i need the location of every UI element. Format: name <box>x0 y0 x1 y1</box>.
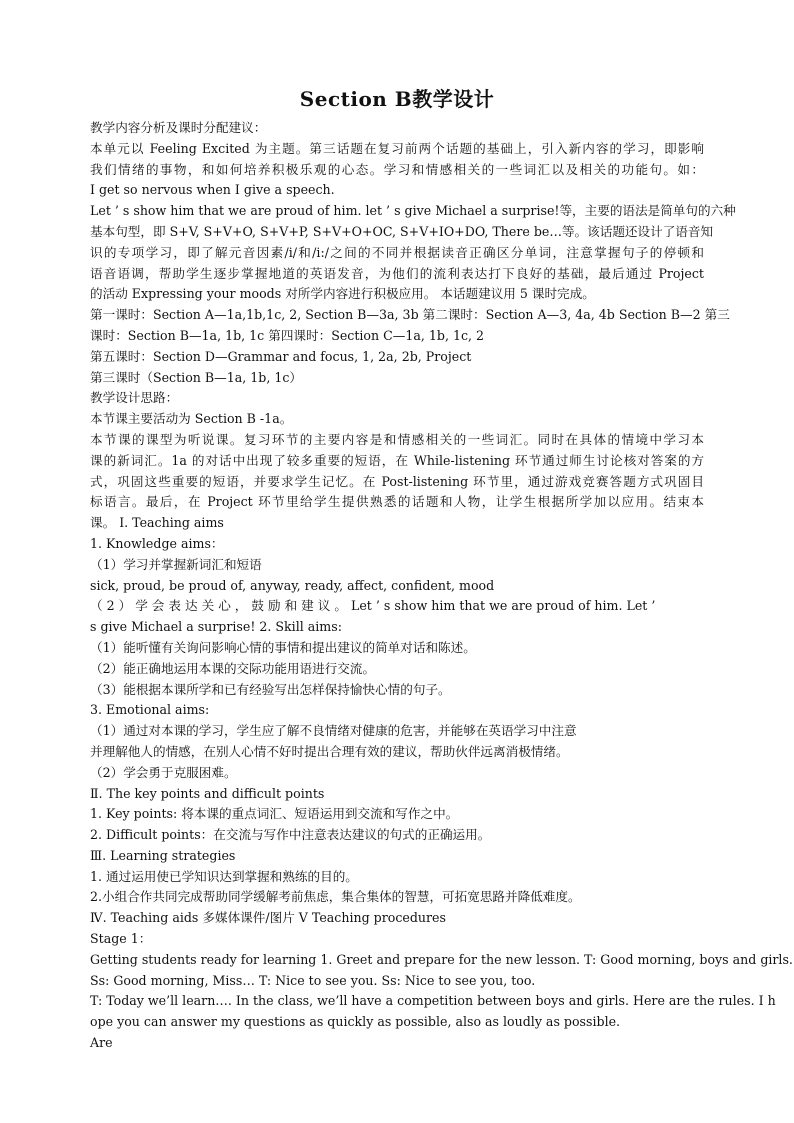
text-line: T: Today we’ll learn…. In the class, we’ll have a competition between boys and girls. Here are the rules. I h <box>90 993 776 1009</box>
text-line-teaching-aims: 课。 Ⅰ. Teaching aims <box>90 515 224 531</box>
text-line: Let ’ s show him that we are proud of him. let ’ s give Michael a surprise!等，主要的语法是简单句的六种 <box>90 203 736 219</box>
text-line: 本节课主要活动为 Section B -1a。 <box>90 411 293 427</box>
text-line-heading-design: 教学设计思路： <box>90 390 179 406</box>
text-line: （1）能听懂有关询问影响心情的事情和提出建议的简单对话和陈述。 <box>90 639 476 655</box>
text-line: （3）能根据本课所学和已有经验写出怎样保持愉快心情的句子。 <box>90 681 451 697</box>
text-line-knowledge-aims: 1. Knowledge aims： <box>90 535 224 551</box>
text-line: 基本句型，即 S+V, S+V+O, S+V+P, S+V+O+OC, S+V+IO+DO, There be…等。该话题还设计了语音知 <box>90 223 714 239</box>
text-line: 1. Key points: 将本课的重点词汇、短语运用到交流和写作之中。 <box>90 806 459 822</box>
text-line-skill-aims: s give Michael a surprise! 2. Skill aims: <box>90 619 342 635</box>
text-line: 课的新词汇。1a 的对话中出现了较多重要的短语，在 While-listening 环节通过师生讨论核对答案的方 <box>90 452 704 468</box>
text-line-learning-strategies: Ⅲ. Learning strategies <box>90 847 236 863</box>
text-line: 并理解他人的情感，在别人心情不好时提出合理有效的建议，帮助伙伴远离消极情绪。 <box>90 743 569 759</box>
text-line: Getting students ready for learning 1. Greet and prepare for the new lesson. T: Good morning, boys and girls. <box>90 951 793 967</box>
text-line: 本节课的课型为听说课。复习环节的主要内容是和情感相关的一些词汇。同时在具体的情境中学习本 <box>90 431 704 447</box>
text-line-lesson-schedule: 第五课时：Section D—Grammar and focus, 1, 2a, 2b, Project <box>90 348 472 364</box>
text-line: 我们情绪的事物，和如何培养积极乐观的心态。学习和情感相关的一些词汇以及相关的功能句。如： <box>90 161 704 177</box>
document-page <box>90 84 793 1054</box>
text-line: （ 2 ） 学 会 表 达 关 心 ， 鼓 励 和 建 议 。 Let ’ s show him that we are proud of him. Let ’ <box>90 598 656 614</box>
text-line: （2）学会勇于克服困难。 <box>90 764 237 780</box>
text-line: （1）学习并掌握新词汇和短语 <box>90 556 262 572</box>
text-line: 2.小组合作共同完成帮助同学缓解考前焦虑，集合集体的智慧，可拓宽思路并降低难度。 <box>90 889 581 905</box>
text-line: 的活动 Expressing your moods 对所学内容进行积极应用。 本话题建议用 5 课时完成。 <box>90 286 595 302</box>
text-line: I get so nervous when I give a speech. <box>90 182 335 198</box>
text-line-lesson-schedule: 第一课时：Section A—1a,1b,1c, 2, Section B—3a, 3b 第二课时：Section A—3, 4a, 4b Section B—2 第三 <box>90 307 730 323</box>
text-line-lesson-heading: 第三课时（Section B—1a, 1b, 1c） <box>90 369 303 385</box>
text-line-stage-heading: Stage 1： <box>90 931 152 947</box>
text-line-key-points-heading: Ⅱ. The key points and difficult points <box>90 785 325 801</box>
text-line: （2）能正确地运用本课的交际功能用语进行交流。 <box>90 660 376 676</box>
text-line: Are <box>90 1035 113 1051</box>
text-line: 语音语调，帮助学生逐步掌握地道的英语发音，为他们的流利表达打下良好的基础，最后通过 Project <box>90 265 704 281</box>
text-line-heading-analysis: 教学内容分析及课时分配建议： <box>90 120 267 135</box>
text-line: 本单元以 Feeling Excited 为主题。第三话题在复习前两个话题的基础上，引入新内容的学习，即影响 <box>90 140 704 156</box>
text-line-teaching-aids: Ⅳ. Teaching aids 多媒体课件/图片 Ⅴ Teaching procedures <box>90 910 446 926</box>
text-line: 式，巩固这些重要的短语，并要求学生记忆。在 Post-listening 环节里，通过游戏竞赛答题方式巩固目 <box>90 473 704 489</box>
text-line-lesson-schedule: 课时：Section B—1a, 1b, 1c 第四课时：Section C—1a, 1b, 1c, 2 <box>90 327 485 343</box>
text-line: ope you can answer my questions as quickly as possible, also as loudly as possible. <box>90 1014 621 1030</box>
text-line: 2. Difficult points：在交流与写作中注意表达建议的句式的正确运用。 <box>90 827 491 843</box>
text-line: 标语言。最后，在 Project 环节里给学生提供熟悉的话题和人物，让学生根据所学加以应用。结束本 <box>90 494 704 510</box>
text-line: 识的专项学习，即了解元音因素/i/和/i:/之间的不同并根据读音正确区分单词，注意掌握句子的停顿和 <box>90 244 704 260</box>
text-line-emotional-aims: 3. Emotional aims: <box>90 702 210 718</box>
text-line: Ss: Good morning, Miss… T: Nice to see you. Ss: Nice to see you, too. <box>90 972 536 988</box>
document-title: Section B教学设计 <box>299 87 495 111</box>
text-line-vocabulary: sick, proud, be proud of, anyway, ready, affect, confident, mood <box>90 577 495 593</box>
text-line: 1. 通过运用使已学知识达到掌握和熟练的目的。 <box>90 868 358 884</box>
text-line: （1）通过对本课的学习，学生应了解不良情绪对健康的危害，并能够在英语学习中注意 <box>90 723 577 739</box>
